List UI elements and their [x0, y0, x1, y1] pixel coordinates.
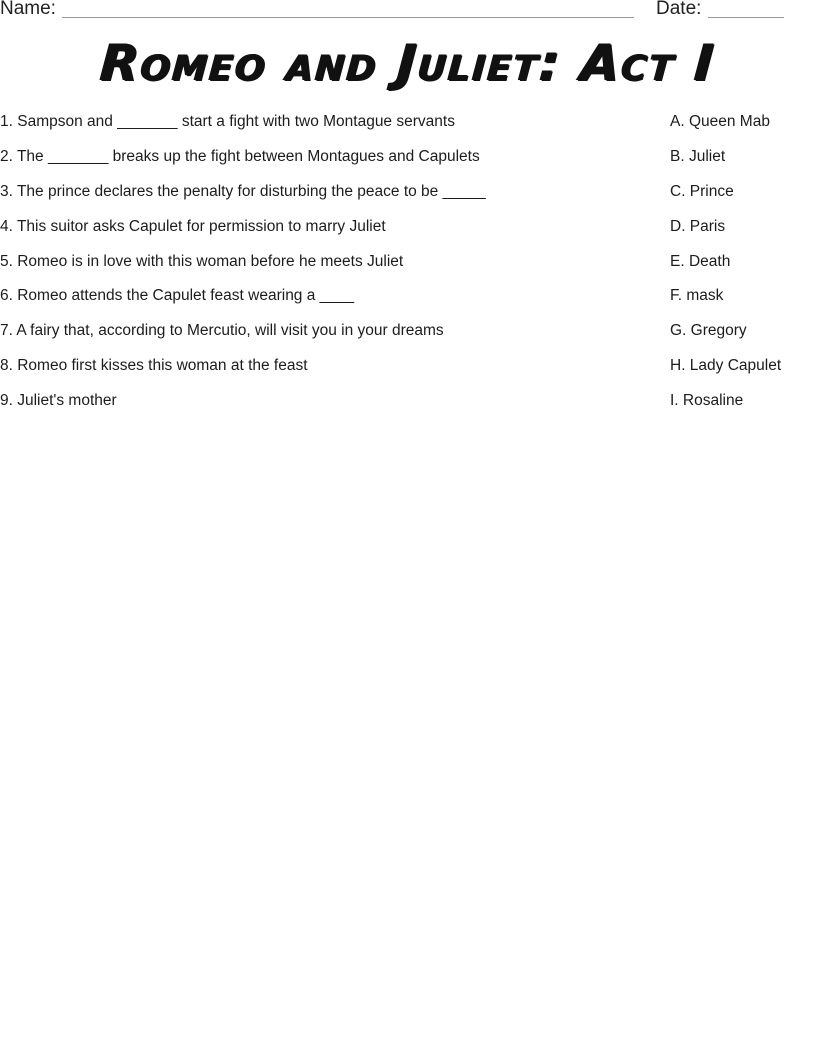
date-label: Date:	[656, 0, 702, 19]
name-blank-line	[62, 17, 634, 18]
answer-item: I. Rosaline	[670, 392, 744, 410]
answer-item: A. Queen Mab	[670, 113, 770, 130]
answer-list	[670, 111, 816, 425]
question-item: 5. Romeo is in love with this woman before he meets Juliet	[0, 252, 404, 270]
answer-item: E. Death	[670, 252, 731, 270]
answer-item: G. Gregory	[670, 322, 747, 340]
name-label: Name:	[0, 0, 56, 19]
question-item: 8. Romeo first kisses this woman at the feast	[0, 357, 308, 375]
answer-item: B. Juliet	[670, 147, 726, 165]
question-item: 6. Romeo attends the Capulet feast wearing a ____	[0, 287, 355, 305]
question-item: 9. Juliet's mother	[0, 392, 117, 410]
answer-item: C. Prince	[670, 182, 734, 200]
date-blank-line	[708, 17, 784, 18]
answer-item: F. mask	[670, 287, 724, 305]
question-list	[0, 111, 640, 425]
page-title: Romeo and Juliet: Act I	[98, 34, 718, 92]
header-row	[0, 0, 816, 24]
answer-item: H. Lady Capulet	[670, 357, 782, 375]
question-item: 4. This suitor asks Capulet for permission to marry Juliet	[0, 217, 386, 235]
question-item: 3. The prince declares the penalty for disturbing the peace to be _____	[0, 182, 486, 200]
question-item: 1. Sampson and _______ start a fight with two Montague servants	[0, 113, 455, 130]
answer-item: D. Paris	[670, 217, 726, 235]
question-item: 7. A fairy that, according to Mercutio, will visit you in your dreams	[0, 322, 444, 340]
question-item: 2. The _______ breaks up the fight between Montagues and Capulets	[0, 147, 480, 165]
